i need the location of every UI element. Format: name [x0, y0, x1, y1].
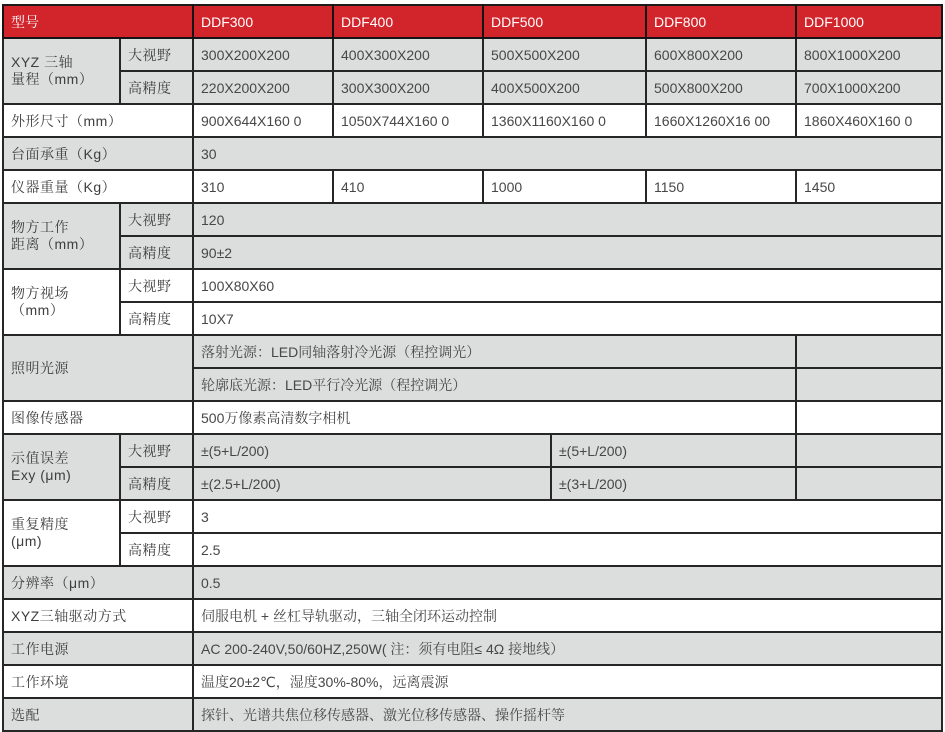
xyz-range-high-precision-ddf800: 500X800X200: [646, 71, 796, 104]
field-of-view-high-precision-row: [3, 302, 942, 335]
options-value: 探针、光谱共焦位移传感器、激光位移传感器、操作摇杆等: [193, 698, 942, 731]
image-sensor-row: [3, 401, 942, 434]
xyz-range-large-view-ddf800: 600X800X200: [646, 38, 796, 71]
xyz-range-large-view-sublabel: 大视野: [120, 38, 193, 71]
drive-mode-value: 伺服电机 + 丝杠导轨驱动，三轴全闭环运动控制: [193, 599, 942, 632]
repeatability-high-precision-sublabel: 高精度: [120, 533, 193, 566]
indication-error-large-view-sublabel: 大视野: [120, 434, 193, 467]
field-of-view-high-precision-value: 10X7: [193, 302, 942, 335]
power-label: 工作电源: [3, 632, 193, 665]
xyz-range-large-view-ddf400: 400X300X200: [333, 38, 483, 71]
dimensions-row: [3, 104, 942, 137]
instrument-weight-ddf300: 310: [193, 170, 333, 203]
xyz-range-label-line2: 量程（mm）: [11, 71, 94, 87]
indication-error-label-line2: Exy (μm): [11, 467, 72, 483]
indication-error-large-view-row: [3, 434, 942, 467]
instrument-weight-ddf400: 410: [333, 170, 483, 203]
header-model-ddf500: DDF500: [483, 5, 646, 38]
power-value: AC 200-240V,50/60HZ,250W( 注：须有电阻≤ 4Ω 接地线）: [193, 632, 942, 665]
table-load-row: [3, 137, 942, 170]
specification-table: [2, 4, 943, 732]
indication-error-high-precision-sublabel: 高精度: [120, 467, 193, 500]
xyz-range-label: [3, 38, 120, 104]
xyz-range-large-view-ddf1000: 800X1000X200: [796, 38, 942, 71]
field-of-view-high-precision-sublabel: 高精度: [120, 302, 193, 335]
illumination-label: 照明光源: [3, 335, 193, 401]
dimensions-label: 外形尺寸（mm）: [3, 104, 193, 137]
indication-error-high-precision-row: [3, 467, 942, 500]
xyz-range-large-view-ddf300: 300X200X200: [193, 38, 333, 71]
header-row: [3, 5, 942, 38]
indication-error-high-precision-value2: ±(3+L/200): [551, 467, 796, 500]
working-distance-large-view-sublabel: 大视野: [120, 203, 193, 236]
instrument-weight-ddf800: 1150: [646, 170, 796, 203]
xyz-range-high-precision-ddf300: 220X200X200: [193, 71, 333, 104]
working-distance-high-precision-value: 90±2: [193, 236, 942, 269]
xyz-range-high-precision-ddf400: 300X300X200: [333, 71, 483, 104]
xyz-range-high-precision-ddf500: 400X500X200: [483, 71, 646, 104]
illumination-line1-last-cell: [796, 335, 942, 368]
power-row: [3, 632, 942, 665]
indication-error-high-precision-last-cell: [796, 467, 942, 500]
drive-mode-label: XYZ三轴驱动方式: [3, 599, 193, 632]
working-distance-label: [3, 203, 120, 269]
indication-error-label: [3, 434, 120, 500]
dimensions-ddf300: 900X644X160 0: [193, 104, 333, 137]
resolution-row: [3, 566, 942, 599]
illumination-line2: 轮廓底光源：LED平行冷光源（程控调光）: [193, 368, 796, 401]
illumination-row-1: [3, 335, 942, 368]
repeatability-large-view-row: [3, 500, 942, 533]
image-sensor-last-cell: [796, 401, 942, 434]
header-model-ddf400: DDF400: [333, 5, 483, 38]
table-load-value: 30: [193, 137, 942, 170]
repeatability-label: [3, 500, 120, 566]
indication-error-large-view-value2: ±(5+L/200): [551, 434, 796, 467]
image-sensor-label: 图像传感器: [3, 401, 193, 434]
xyz-range-high-precision-ddf1000: 700X1000X200: [796, 71, 942, 104]
xyz-range-high-precision-row: [3, 71, 942, 104]
field-of-view-large-view-value: 100X80X60: [193, 269, 942, 302]
xyz-range-label-line1: XYZ 三轴: [11, 53, 74, 70]
xyz-range-large-view-row: [3, 38, 942, 71]
dimensions-ddf500: 1360X1160X160 0: [483, 104, 646, 137]
instrument-weight-ddf500: 1000: [483, 170, 646, 203]
header-model-ddf1000: DDF1000: [796, 5, 942, 38]
table-load-label: 台面承重（Kg）: [3, 137, 193, 170]
dimensions-ddf400: 1050X744X160 0: [333, 104, 483, 137]
working-distance-label-line2: 距离（mm）: [11, 236, 94, 252]
working-distance-large-view-value: 120: [193, 203, 942, 236]
working-distance-large-view-row: [3, 203, 942, 236]
environment-label: 工作环境: [3, 665, 193, 698]
options-label: 选配: [3, 698, 193, 731]
repeatability-high-precision-value: 2.5: [193, 533, 942, 566]
options-row: [3, 698, 942, 731]
instrument-weight-row: [3, 170, 942, 203]
illumination-line1: 落射光源：LED同轴落射冷光源（程控调光）: [193, 335, 796, 368]
illumination-line2-last-cell: [796, 368, 942, 401]
field-of-view-large-view-row: [3, 269, 942, 302]
working-distance-high-precision-row: [3, 236, 942, 269]
repeatability-label-line2: (μm): [11, 533, 43, 549]
field-of-view-label: [3, 269, 120, 335]
working-distance-high-precision-sublabel: 高精度: [120, 236, 193, 269]
indication-error-label-line1: 示值误差: [11, 449, 69, 466]
header-model-label: 型号: [3, 5, 193, 38]
resolution-label: 分辨率（μm）: [3, 566, 193, 599]
image-sensor-value: 500万像素高清数字相机: [193, 401, 796, 434]
repeatability-large-view-sublabel: 大视野: [120, 500, 193, 533]
dimensions-ddf1000: 1860X460X160 0: [796, 104, 942, 137]
indication-error-large-view-value1: ±(5+L/200): [193, 434, 551, 467]
indication-error-large-view-last-cell: [796, 434, 942, 467]
field-of-view-label-line1: 物方视场: [11, 284, 69, 301]
instrument-weight-ddf1000: 1450: [796, 170, 942, 203]
indication-error-high-precision-value1: ±(2.5+L/200): [193, 467, 551, 500]
repeatability-label-line1: 重复精度: [11, 515, 69, 532]
field-of-view-label-line2: （mm）: [11, 302, 65, 318]
header-model-ddf300: DDF300: [193, 5, 333, 38]
field-of-view-large-view-sublabel: 大视野: [120, 269, 193, 302]
drive-mode-row: [3, 599, 942, 632]
xyz-range-large-view-ddf500: 500X500X200: [483, 38, 646, 71]
instrument-weight-label: 仪器重量（Kg）: [3, 170, 193, 203]
repeatability-large-view-value: 3: [193, 500, 942, 533]
resolution-value: 0.5: [193, 566, 942, 599]
repeatability-high-precision-row: [3, 533, 942, 566]
header-model-ddf800: DDF800: [646, 5, 796, 38]
dimensions-ddf800: 1660X1260X16 00: [646, 104, 796, 137]
xyz-range-high-precision-sublabel: 高精度: [120, 71, 193, 104]
environment-value: 温度20±2℃，湿度30%-80%，远离震源: [193, 665, 942, 698]
working-distance-label-line1: 物方工作: [11, 218, 69, 235]
environment-row: [3, 665, 942, 698]
